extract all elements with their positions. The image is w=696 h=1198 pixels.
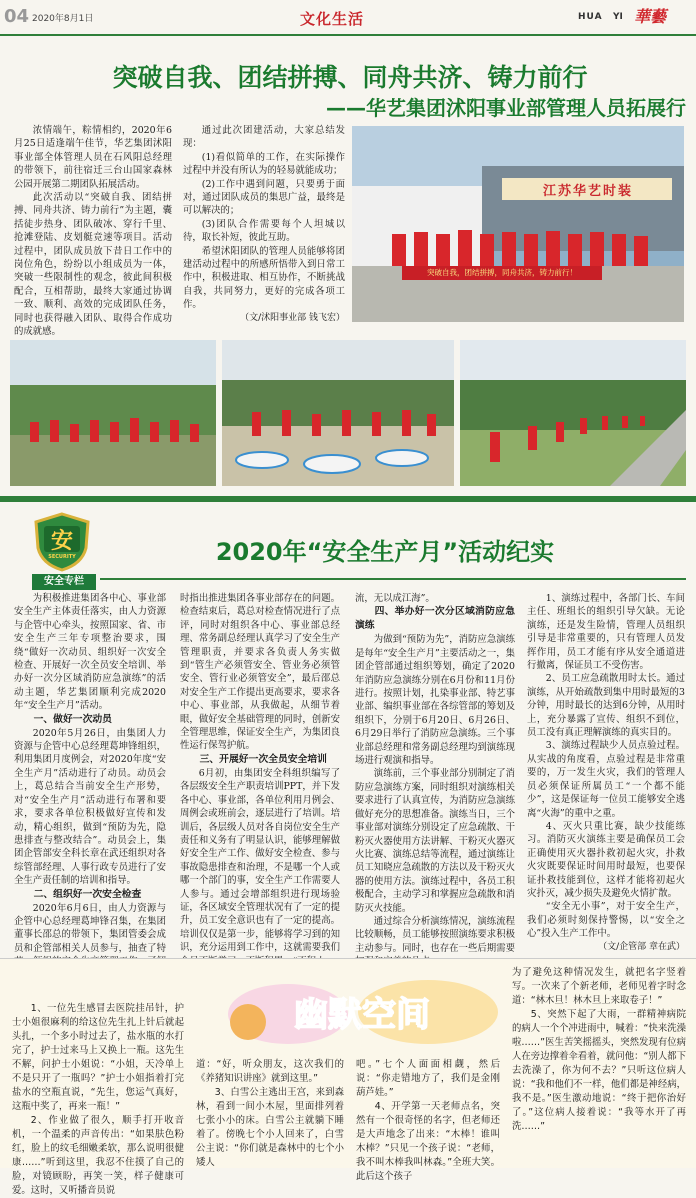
joke-paragraph: 吧。”七个人面面相觑，然后说：“你走错地方了，我们是金刚葫芦娃。” bbox=[356, 1059, 500, 1098]
paragraph: 时指出推进集团各事业部存在的问题。检查结束后，葛总对检查情况进行了点评，同时对组织各中心、事业部总经理、常务副总经理认真学习了安全生产管理职责，并要求各负责人务实做到“管生产必须管安全、管业务必须管安全、管行业必须管安全”，最后邵总对安全生产工作提出更高要求，要求各中心、事业部，从我做起，从细节着眼，做好安全基础管理的同时，创新安全管理思维，保证安全生产，为集团良性运行保驾护航。 bbox=[180, 593, 340, 752]
subheading: 一、做好一次动员 bbox=[33, 713, 112, 725]
security-badge-text: 安 bbox=[50, 529, 73, 554]
paragraph: 通过此次团建活动，大家总结发现： bbox=[183, 125, 345, 150]
paragraph: 浓情端午，粽情相约，2020年6月25日适逢端午佳节，华艺集团沭阳事业部全体管理人员在石风阳总经理的带领下，前往宿迁三台山国家森林公园开展第二期团队拓展活动。 bbox=[14, 125, 172, 190]
paragraph: 6月初，由集团安全科组织编写了各层级安全生产职责培训PPT，并下发各中心、事业部，各单位利用月例会、周例会或班前会，逐层进行了培训。培训后，各层级人员对各自岗位安全生产责任和义务有了明显认识，能够理解做好安全生产工作、做好安全检查、参与事故隐患排查和治理，不是哪一个人或哪一个部门的事，安全生产工作需要人人参与。通过会增部组织进行现场验证，各区域安全管理状况有了一定的提升，员工安全意识也有了一定的提高。培训仅仅是第一步，能够将学习到的知识，充分运用到工作中，这就需要我们 bbox=[180, 767, 340, 954]
paragraph: (1)看似简单的工作，在实际操作过程中并没有所认为的轻易就能成功； bbox=[183, 151, 345, 177]
issue-date: 2020年8月1日 bbox=[32, 14, 94, 24]
subheading: 三、开展好一次全员安全培训 bbox=[199, 753, 327, 765]
section-title: 文化生活 bbox=[300, 10, 365, 28]
subheading: 四、举办好一次分区域消防应急演练 bbox=[355, 606, 515, 632]
team-flag: 突破自我，团结拼搏，同舟共济，铸力前行！ bbox=[427, 268, 577, 277]
joke-paragraph: 3、白雪公主逃出王宫，来到森林，看到一间小木屋，里面排列着七张小小的床。白雪公主就躺下睡着了。傍晚七个小人回来了，白雪公主说：“你们就是森林中的七个小矮人 bbox=[196, 1087, 344, 1168]
article2-column-1 bbox=[14, 592, 166, 954]
article1-column-2 bbox=[183, 124, 345, 336]
paragraph: 2020年5月26日，由集团人力资源与企管中心总经理葛坤锋组织，利用集团月度例会，对2020年度“安全生产月”活动进行了动员。动员会上，葛总结合当前安全生产形势，对“安全生产月”活动进行布署和要求，要求各单位积极做好宣传和发动，精心组织，做到“预防为先，隐患排查与整改结合”。动员会上，集团企管部安全科长章在武还组织对各综管部经理、人事行政专员进行了安全生产责任制的培训和指导。 bbox=[14, 727, 166, 887]
joke-paragraph: 2、作业做了很久，顺手打开收音机，一个温柔的声音传出：“如果肤色粉红，脸上的纹毛细嫩柔软，那么说明很健康……”听到这里，我忍不住摸了自己的脸，对镜顾盼，再笑一笑，样子健康可爱。这时，又听播音员说 bbox=[12, 1115, 184, 1196]
subheading: 二、组织好一次安全检查 bbox=[33, 888, 142, 900]
article2-column-3 bbox=[355, 592, 515, 954]
section-divider bbox=[0, 496, 696, 502]
paragraph: 希望沭阳团队的管理人员能够将团建活动过程中的所感所悟带入到日常工作中，积极进取、相互协作，不断挑战自我，共同努力，更好的完成各项工作。 bbox=[183, 245, 345, 311]
article1-column-1 bbox=[14, 124, 172, 336]
joke-paragraph: 1、一位先生感冒去医院挂吊针，护士小姐很麻利的给这位先生扎上针后就起头扎，一个多小时过去了，盐水瓶的水打完了，护士过来马上又换上一瓶。这先生不解，问护士小姐说：“小姐，天冷单上不是只开了一瓶吗？”护士小姐指着打完盐水的空瓶直说，“先生，您运气真好，这瓶中奖了，再来一瓶！” bbox=[12, 1003, 184, 1112]
joke-paragraph: 为了避免这种情况发生，就把名字竖着写。一次来了个新老师，老师见着字时念道：“林木旦！林木旦上来取卷子！” bbox=[512, 967, 686, 1006]
article2-column-4 bbox=[527, 592, 685, 950]
article2-headline: 2020年“安全生产月”活动纪实 bbox=[215, 538, 555, 566]
group-photo bbox=[352, 126, 684, 322]
humor-column-4 bbox=[512, 966, 686, 1166]
paragraph: 为做到“预防为先”，消防应急演练是每年“安全生产月”主要活动之一，集团企管部通过组织筹划，确定了2020年消防应急演练分别在6月份和11月份进行。按照计划，扎染事业部、特艺事业部、编织事业部在各综管部的筹划及组织下，分别于6月20日、6月26日、6月29日举行了消防应急演练。三个事业部总经理和常务副总经理均到演练现场进行观演和指导。 bbox=[355, 634, 515, 767]
banner-sign: 江苏华艺时装 bbox=[542, 184, 633, 199]
paragraph: 通过综合分析演练情况，演练流程比较顺畅，员工能够按照演练要求积极主动参与。同时，也存在一些后期需要 bbox=[355, 915, 515, 954]
paragraph: 3、演练过程缺少人员点验过程。从实战的角度看，点验过程是非常重要的，万一发生火灾，我们的管理人员必须保证所属员工“一个都不能少”，这是保证每一位员工能够安全逃离“火海”的重中之重。 bbox=[527, 740, 685, 819]
humor-title-text: 幽默空间 bbox=[294, 995, 430, 1035]
paragraph: 2020年6月6日，由人力资源与企管中心总经理葛坤锋召集，在集团董事长邵总的带领下，集团管委会成员和企管部相关人员参与，抽查了特 bbox=[14, 902, 166, 954]
humor-title-graphic bbox=[218, 974, 508, 1050]
paragraph: “安全无小事”，对于安全生产，我们必须时刻保持警惕，以“安全之心”投入生产工作中。 bbox=[527, 901, 685, 940]
paragraph: 2、员工应急疏散用时太长。通过演练，从开始疏散到集中用时最短的3分钟，用时最长的达到6分钟，从用时上，充分暴露了宣传、组织不到位，员工没有真正理解演练的真实目的。 bbox=[527, 673, 685, 739]
activity-photo-3 bbox=[460, 340, 686, 486]
joke-paragraph: 4、开学第一天老师点名，突然有一个很奇怪的名字，但老师还是大声地念了出来：“木棒！谁叫木棒？”只见一个孩子说：“老师，我不叫木棒我叫林森。”全班大笑。此后这个孩子 bbox=[356, 1101, 500, 1182]
paragraph: 为积极推进集团各中心、事业部安全生产主体责任落实，由人力资源与企管中心牵头，按照国家、省、市安全生产三年专项整治要求，围绕“做好一次动员、组织好一次安全检查、开展好一次全员安全培训、举办好一次分区域消防应急演练”的活动主题，华艺集团顺利完成2020年“安全生产月”活动。 bbox=[14, 593, 166, 712]
humor-column-3 bbox=[356, 1058, 500, 1182]
security-badge-sub: SECURITY bbox=[48, 554, 76, 560]
humor-column-1 bbox=[12, 1002, 184, 1196]
humor-column-2 bbox=[196, 1058, 344, 1166]
activity-photo-1 bbox=[10, 340, 216, 486]
paragraph: 演练前，三个事业部分别制定了消防应急演练方案，同时组织对演练相关要求进行了认真宣传，为消防应急演练做好充分的思想准备。演练当日，三个事业部对演练分别设定了应急疏散、干粉灭火器使用方法讲解、干粉灭火器灭火比赛、演练总结等流程，通过演练让员工知晓应急疏散的方法以及干粉灭火器的使用方法。演练过程中，各员工积极配合，主动学习和掌握应急疏散和消防灭火技能。 bbox=[355, 768, 515, 914]
article1-subheadline: ——华艺集团沭阳事业部管理人员拓展行 bbox=[326, 96, 686, 120]
paragraph: (2)工作中遇到问题，只要勇于面对，通过团队成员的集思广益，最终是可以解决的； bbox=[183, 178, 345, 217]
article1-headline: 突破自我、团结拼搏、同舟共济、铸力前行 bbox=[112, 63, 588, 92]
page-number: 04 bbox=[4, 6, 30, 27]
paragraph: 流，无以成江海”。 bbox=[355, 593, 435, 604]
joke-paragraph: 道：“好，听众朋友，这次我们的《养猪知识讲座》就到这里。” bbox=[196, 1059, 344, 1084]
huayi-logo: 華藝 bbox=[634, 7, 667, 26]
paragraph: 此次活动以“突破自我、团结拼搏、同舟共济、铸力前行”为主题，囊括徒步热身、团队破冰、穿行千里、抢滩登陆、皮划艇竞速等项目。活动过程中，团队成员放下昔日工作中的岗位角色，纷纷以小组成员为一体，突破一些限制性的观念，彼此间积极配合，互相帮助，最终大家通过协调一致、顺利、高效的完成团队任务，同时也获得融入团队、取得合作成功的成就感。 bbox=[14, 192, 172, 338]
article2-column-2 bbox=[180, 592, 340, 954]
paragraph: 1、演练过程中，各部门长、车间主任、班组长的组织引导欠缺。无论演练，还是发生险情，管理人员组织引导是非常重要的，只有管理人员发挥作用，员工才能有序从安全通道进行撤离，保证员工不受伤害。 bbox=[527, 593, 685, 672]
brand-hua: HUA bbox=[578, 12, 603, 22]
paragraph: 4、灭火只重比赛，缺少技能练习。消防灭火演练主要是确保员工会正确使用灭火器扑救初起火灾，扑救火灾既要保证时间用时最短，也要保证扑救技能到位，这样才能将初起火灾扑灭，减少损失及避免火情扩散。 bbox=[527, 820, 685, 899]
activity-photo-2 bbox=[222, 340, 454, 486]
article1-byline: （文/沭阳事业部 钱飞宏） bbox=[240, 312, 345, 323]
brand-yi: YI bbox=[613, 12, 623, 22]
headline-rule bbox=[100, 578, 686, 580]
joke-paragraph: 5、突然下起了大雨，一群精神病院的病人一个个冲进雨中，喊着：“快来洗澡啦……”医生苦笑摇摇头，突然发现有位病人在旁边撑着伞看着，就问他：“别人都下去洗澡了，你为何不去？”只听这位病人说：“我和他们不一样，他们都是神经病，我不是。”医生激动地说：“终于把你治好了。”这位病人接着说：“我等水开了再洗……” bbox=[512, 1009, 686, 1132]
security-shield-icon bbox=[30, 512, 94, 572]
paragraph: (3)团队合作需要每个人坦城以待，取长补短，彼此互助。 bbox=[183, 218, 345, 244]
article2-byline: （文/企管部 章在武） bbox=[598, 941, 685, 952]
safety-column-label: 安全专栏 bbox=[32, 574, 96, 590]
